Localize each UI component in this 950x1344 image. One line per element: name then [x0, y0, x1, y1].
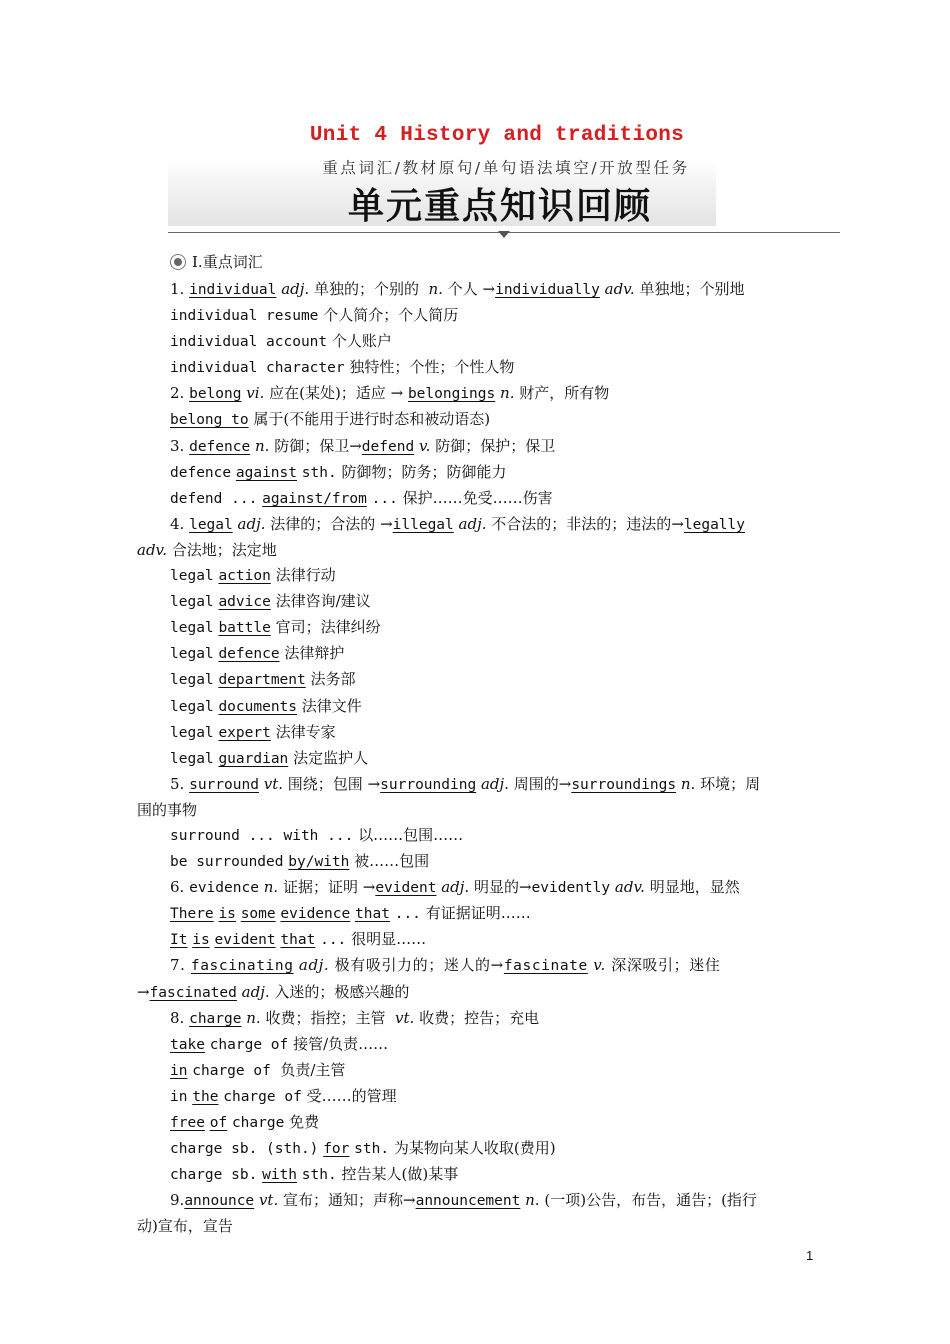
entry-line: →fascinated adj. 入迷的；极感兴趣的 — [137, 982, 410, 1001]
entry-line: 1. individual adj. 单独的；个别的 n. 个人 →individually adv. 单独地；个别地 — [170, 280, 745, 298]
entry-line: individual resume 个人简介；个人简历 — [170, 306, 459, 325]
entry-line: 6. evidence n. 证据；证明 →evident adj. 明显的→evidently adv. 明显地，显然 — [170, 878, 740, 897]
entry-line: 4. legal adj. 法律的；合法的 →illegal adj. 不合法的；非法的；违法的→legally — [170, 514, 745, 533]
entry-line: legal action 法律行动 — [170, 566, 336, 585]
entry-line: 3. defence n. 防御；保卫→defend v. 防御；保护；保卫 — [170, 436, 556, 455]
entry-line: legal battle 官司；法律纠纷 — [170, 618, 381, 637]
entry-line: legal guardian 法定监护人 — [170, 748, 369, 767]
radio-bullet-icon — [170, 254, 186, 270]
entry-line: individual account 个人账户 — [170, 332, 392, 351]
entry-line: belong to 属于(不能用于进行时态和被动语态) — [170, 410, 491, 429]
page-number: 1 — [806, 1248, 814, 1263]
entry-line: 5. surround vt. 围绕；包围 →surrounding adj. 周围的→surroundings n. 环境；周 — [170, 774, 761, 793]
unit-title: Unit 4 History and traditions — [309, 124, 685, 147]
entry-line: individual character 独特性；个性；个性人物 — [170, 358, 515, 377]
entry-line: take charge of 接管/负责…… — [170, 1034, 389, 1053]
entry-line: adv. 合法地；法定地 — [137, 540, 277, 559]
entry-line: 9.announce vt. 宣布；通知；声称→announcement n. (一项)公告，布告，通告；(指行 — [170, 1191, 757, 1210]
entry-line: legal department 法务部 — [170, 670, 356, 689]
entry-line: legal defence 法律辩护 — [170, 644, 345, 663]
section-heading — [170, 251, 263, 272]
subtitle: 重点词汇/教材原句/单句语法填空/开放型任务 — [322, 159, 690, 177]
caret-down-icon — [498, 231, 510, 238]
entry-line: 7. fascinating adj. 极有吸引力的；迷人的→fascinate v. 深深吸引；迷住 — [170, 956, 721, 975]
entry-line: defence against sth. 防御物；防务；防御能力 — [170, 462, 507, 481]
entry-line: defend ... against/from ... 保护……免受……伤害 — [170, 488, 553, 507]
entry-line: It is evident that ... 很明显…… — [170, 930, 427, 949]
entry-line: 围的事物 — [137, 800, 198, 819]
section-label: Ⅰ.重点词汇 — [192, 253, 263, 271]
entry-line: surround ... with ... 以……包围…… — [170, 825, 464, 844]
entry-line: in the charge of 受……的管理 — [170, 1086, 397, 1105]
entry-line: in charge of 负责/主管 — [170, 1060, 346, 1079]
entry-line: free of charge 免费 — [170, 1113, 320, 1131]
entry-line: There is some evidence that ... 有证据证明…… — [170, 904, 531, 923]
entry-line: legal advice 法律咨询/建议 — [170, 592, 371, 611]
vocabulary-list — [137, 277, 819, 1239]
entry-line: be surrounded by/with 被……包围 — [170, 852, 430, 871]
entry-line: 8. charge n. 收费；指控；主管 vt. 收费；控告；充电 — [170, 1008, 540, 1027]
entry-line: charge sb. (sth.) for sth. 为某物向某人收取(费用) — [170, 1139, 556, 1158]
entry-line: 2. belong vi. 应在(某处)；适应 → belongings n. 财产，所有物 — [170, 384, 610, 403]
entry-line: charge sb. with sth. 控告某人(做)某事 — [170, 1165, 459, 1184]
entry-line: legal expert 法律专家 — [170, 722, 336, 741]
main-title: 单元重点知识回顾 — [347, 186, 652, 227]
entry-line: 动)宣布，宣告 — [137, 1217, 233, 1236]
entry-line: legal documents 法律文件 — [170, 696, 362, 715]
